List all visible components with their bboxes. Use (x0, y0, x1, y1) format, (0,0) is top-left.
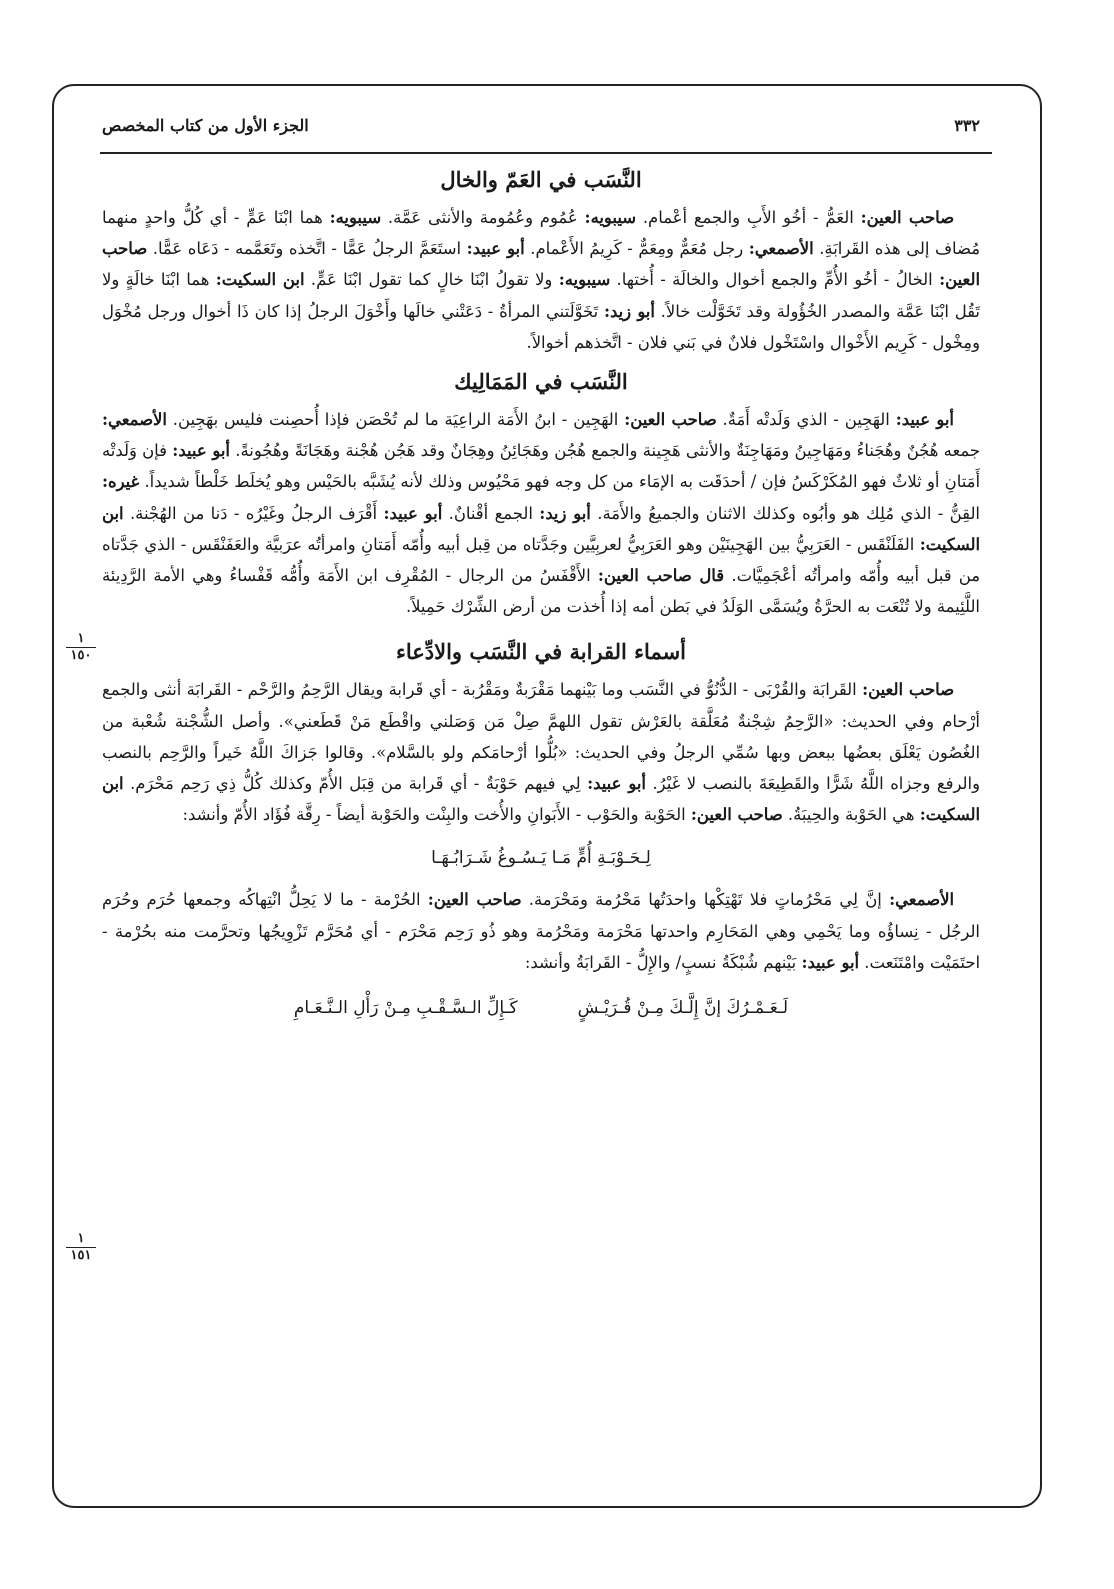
page-number: ٣٣٢ (954, 115, 980, 135)
margin-note-numerator: ١ (66, 1232, 96, 1248)
page-frame (52, 84, 1042, 1508)
margin-note-151 (66, 1232, 96, 1263)
page-content (102, 164, 980, 1024)
margin-note-numerator: ١ (66, 632, 96, 648)
header-rule (100, 152, 992, 154)
section-paragraph: صاحب العين: القَرابَة والقُرْبَى - الدُّنُوُّ في النَّسَب وما بَيْنهما مَقْرَبةٌ ومَقْرُبة - أي قَرابة ويقال الرَّحِمُ والرَّحْم - القَرابَة أنثى والجمع أرْحام وفي الحديث: «الرَّحِمُ شِجْنةٌ مُعَلَّقة بالعَرْش تقول اللهمَّ صِلْ مَن وَصَلني واقْطَع مَنْ قَطَعني». وأصل الشُّجْنة شُعْبة من الغُصُون يَعْلَق بعضُها ببعض وبها سُمِّي الرجلُ وفي الحديث: «بُلُّوا أرْحامَكم ولو بالسَّلام». وقالوا جَزاكَ اللَّهُ خَيراً والرَّحِم بالنصب والرفع وجزاه اللَّهُ شَرًّا والقَطِيعَةَ بالنصب لا غَيْرُ. أبو عبيد: لِي فيهم حَوْبَةٌ - أي قَرابة من قِبَل الأُمّ وكذلك كُلُّ ذِي رَحِم مَحْرَم. ابن السكيت: هي الحَوْبة والحِيبَةُ. صاحب العين: الحَوْبة والحَوْب - الأَبَوانِ والأُخت والبِنْت والحَوْبة أيضاً - رِقَّة فُؤَاد الأُمّ وأنشد: (102, 680, 980, 825)
page-body (70, 86, 981, 1506)
poem-verse: لِـحَـوْبَـةِ أُمٍّ مَـا يَـسُـوغُ شَـرَابُـهَـا (431, 848, 651, 869)
page-header (102, 110, 980, 140)
poem-couplet (102, 992, 980, 1024)
section-title-slaves: النَّسَب في المَمَالِيك (454, 369, 628, 395)
poem-hemistich-second: كَـإِلِّ الـسَّـقْـبِ مِـنْ رَأْلِ الـنَّـعَـامِ (293, 998, 518, 1019)
section-paragraph: أبو عبيد: الهَجِين - الذي وَلَدتْه أَمَةٌ. صاحب العين: الهَجِين - ابنُ الأَمَة الراعِيَة ما لم تُحْصَن فإذا أُحصِنت فليس بهَجِين. الأصمعي: جمعه هُجُنٌ وهُجَناءُ ومَهَاجِينُ ومَهَاجِنَةٌ والأنثى هَجِينة والجمع هُجُن وهَجَائِنُ وهِجَانٌ وقد هَجُن هُجْنة وهَجَانَةً وهُجُونةً. أبو عبيد: فإن وَلَدتْه أَمَتانِ أو ثلاثٌ فهو المُكَرْكَسُ فإن / أحدَقَت به الإمَاء من كل وجه فهو مَحْيُوس وذلك لأنه يُشَبَّه بالحَيْس وهو يُخلَط خَلْطاً شديداً. غيره: القِنُّ - الذي مُلِك هو وأبُوه وكذلك الاثنان والجميعُ والأَمَة. أبو زيد: الجمع أقْنانٌ. أبو عبيد: أَقْرَف الرجلُ وغَيْرُه - دَنا من الهُجْنة. ابن السكيت: الفَلَنْقَس - العَرَبِيُّ بين الهَجِينَيْن وهو العَرَبِيُّ لعربِيَّين وجَدَّتاه من قِبل أبيه وأُمّه أَمَتانِ وامرأتُه عرَبيَّة والعَفَنْقَس - الذي جَدَّتاه من قبل أبيه وأُمّه وامرأتُه أعْجَمِيَّات. قال صاحب العين: الأَقْفَسُ من الرجال - المُقْرِف ابن الأَمَة وأُمُّه قَفْساءُ وهي الأمة الرَّدِيئة اللَّئِيمة ولا تُنْعَت به الحرَّةُ ويُسَمَّى الوَلَدُ في بَطن أمه إذا أُخذت من أرض الشِّرْك حَمِيلاً. (102, 410, 981, 617)
section-title-uncle: النَّسَب في العَمّ والخال (440, 167, 642, 192)
section-paragraph: الأصمعي: إنَّ لِي مَحْرُماتٍ فلا تَهْتِكْها واحدَتُها مَحْرُمة ومَحْرَمة. صاحب العين: الحُرْمة - ما لا يَحِلُّ انْتِهاكُه وجمعها حُرَم وحُرَم الرجُل - نِساؤُه وما يَحْمِي وهي المَحَارِم واحدتها مَحْرَمة ومَحْرُمة وهو ذُو رَحِم مَحْرَم - أي مُحَرَّم تَزْوِيجُها وتحرَّمت منه بحُرْمة - احتَمَيْت وامْتَنَعت. أبو عبيد: بَيْنهم شُبْكَةُ نسبٍ/ والإِلُّ - القَرابَةُ وأنشد: (102, 890, 980, 972)
poem-hemistich-first: لَـعَـمْـرُكَ إنَّ إِلَّـكَ مِـنْ قُـرَيْـشٍ (577, 998, 789, 1019)
margin-note-denominator: ١٥٠ (70, 648, 92, 663)
section-title-kinship: أسماء القرابة في النَّسَب والادِّعاء (395, 639, 687, 665)
margin-note-150 (66, 632, 96, 663)
section-paragraph: صاحب العين: العَمُّ - أخُو الأَبِ والجمع أعْمام. سيبويه: عُمُوم وعُمُومة والأنثى عَمَّة. سيبويه: هما ابْنَا عَمٍّ - أي كُلُّ واحدٍ منهما مُضاف إلى هذه القَرابَةِ. الأصمعي: رجل مُعَمٌّ ومِعَمٌّ - كَرِيمُ الأَعْمام. أبو عبيد: استَعَمَّ الرجلُ عَمًّا - اتَّخذه وتَعَمَّمه - دَعَاه عَمًّا. صاحب العين: الخالُ - أخُو الأُمِّ والجمع أخوال والخالَة - أُختها. سيبويه: ولا تقولُ ابْنَا خالٍ كما تقول ابْنَا عَمٍّ. ابن السكيت: هما ابْنَا خالَةٍ ولا تَقُل ابْنَا عَمَّة والمصدر الخُؤُولة وقد تَخَوَّلْت خالاً. أبو زيد: تَخَوَّلَتني المرأةُ - دَعَتْني خالَها وأَخْوَلَ الرجلُ إذا كان ذَا أخوال ورجل مُخْوَل ومِخْول - كَرِيم الأَخْوال واسْتَخْول فلانٌ في بَني فلان - اتَّخذهم أخوالاً. (102, 208, 981, 352)
margin-note-denominator: ١٥١ (70, 1248, 92, 1263)
book-title: الجزء الأول من كتاب المخصص (102, 115, 309, 135)
